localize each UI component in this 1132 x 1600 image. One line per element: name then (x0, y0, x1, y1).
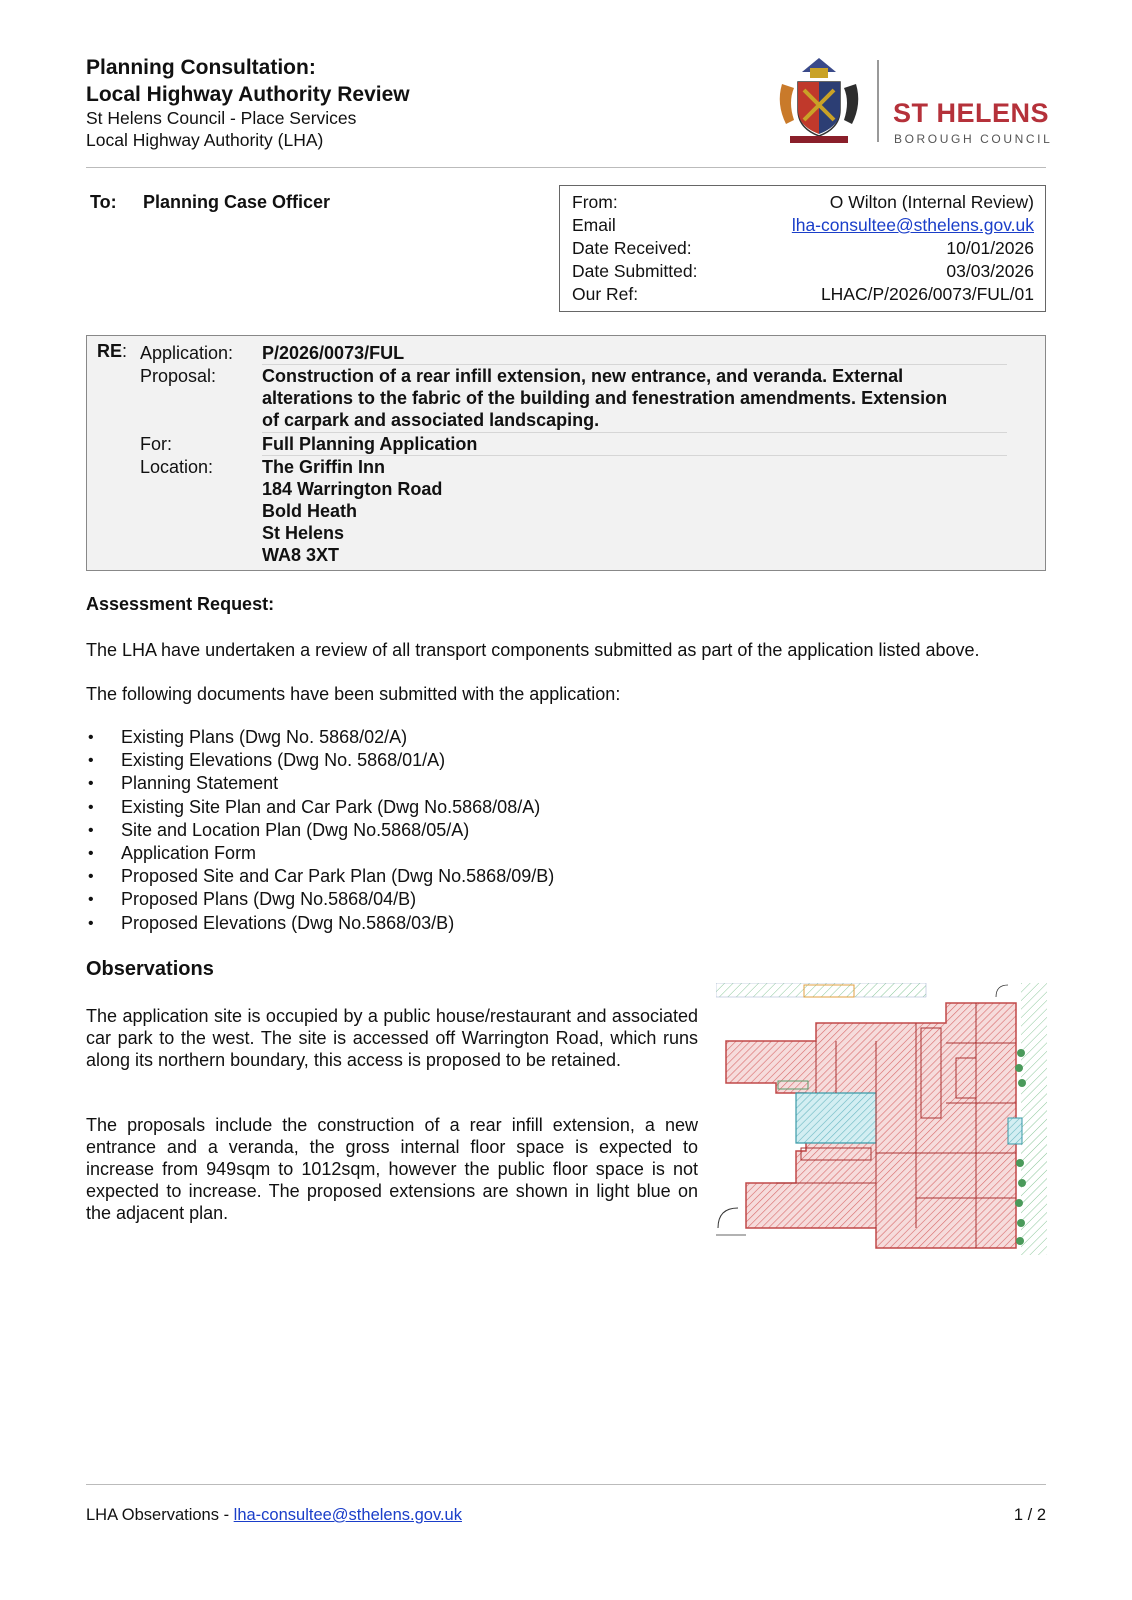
date-submitted-value: 03/03/2026 (946, 261, 1034, 281)
council-logo-subtext: BOROUGH COUNCIL (894, 132, 1053, 146)
footer-prefix: LHA Observations - (86, 1506, 234, 1524)
email-row (572, 214, 1034, 237)
floor-plan-image (716, 983, 1047, 1255)
proposal-line-3: of carpark and associated landscaping. (262, 410, 600, 430)
footer-email-link[interactable]: lha-consultee@sthelens.gov.uk (233, 1506, 462, 1524)
list-item: • Existing Plans (Dwg No. 5868/02/A) (86, 726, 554, 749)
proposal-key: Proposal: (140, 366, 217, 386)
our-ref-value: LHAC/P/2026/0073/FUL/01 (820, 284, 1034, 304)
date-received-row (572, 237, 1034, 260)
submitted-documents-list (86, 726, 554, 935)
assessment-paragraph-1: The LHA have undertaken a review of all transport components submitted as part of the application listed above. (86, 640, 980, 660)
subtitle-line-1: St Helens Council - Place Services (86, 108, 357, 128)
email-key: Email (572, 215, 616, 235)
email-link[interactable]: lha-consultee@sthelens.gov.uk (791, 215, 1034, 235)
to-value: Planning Case Officer (143, 192, 331, 212)
footer-divider (86, 1484, 1046, 1485)
location-line: St Helens (262, 523, 345, 543)
location-key: Location: (140, 457, 214, 477)
location-line: 184 Warrington Road (262, 479, 443, 499)
location-line: The Griffin Inn (262, 457, 385, 477)
document-title (86, 54, 410, 108)
re-label-text: RE (97, 341, 123, 361)
observations-heading: Observations (86, 958, 214, 980)
date-received-key: Date Received: (572, 238, 692, 258)
our-ref-key: Our Ref: (572, 284, 639, 304)
assessment-paragraph-2: The following documents have been submitted with the application: (86, 684, 621, 704)
council-logo-text: ST HELENS (893, 98, 1050, 128)
date-received-value: 10/01/2026 (946, 238, 1034, 258)
for-key: For: (140, 434, 173, 454)
from-row (572, 191, 1034, 214)
list-item: • Existing Elevations (Dwg No. 5868/01/A) (86, 749, 554, 772)
footer-left (86, 1506, 462, 1525)
for-value: Full Planning Application (262, 434, 478, 454)
application-value: P/2026/0073/FUL (262, 343, 405, 363)
title-line-1: Planning Consultation: (86, 56, 316, 79)
header-divider (86, 167, 1046, 168)
list-item: • Proposed Plans (Dwg No.5868/04/B) (86, 888, 554, 911)
from-value: O Wilton (Internal Review) (829, 192, 1034, 212)
list-item: • Application Form (86, 842, 554, 865)
page-number: 1 / 2 (1013, 1506, 1046, 1524)
date-submitted-row (572, 260, 1034, 283)
sender-details-box (559, 185, 1046, 312)
list-item: • Site and Location Plan (Dwg No.5868/05/A) (86, 819, 554, 842)
title-line-2: Local Highway Authority Review (86, 83, 410, 106)
logo-divider (877, 60, 879, 142)
application-details-box (86, 335, 1046, 571)
location-value (262, 456, 1007, 566)
list-item: • Existing Site Plan and Car Park (Dwg No.5868/08/A) (86, 796, 554, 819)
assessment-heading: Assessment Request: (86, 594, 275, 614)
location-line: WA8 3XT (262, 545, 340, 565)
council-crest-icon (772, 54, 866, 146)
to-label: To: (90, 192, 117, 212)
location-line: Bold Heath (262, 501, 358, 521)
list-item: • Proposed Site and Car Park Plan (Dwg No.5868/09/B) (86, 865, 554, 888)
date-submitted-key: Date Submitted: (572, 261, 698, 281)
re-label: RE: (97, 341, 128, 361)
list-item: • Planning Statement (86, 772, 554, 795)
application-key: Application: (140, 343, 234, 363)
list-item: • Proposed Elevations (Dwg No.5868/03/B) (86, 912, 554, 935)
proposal-line-2: alterations to the fabric of the building and fenestration amendments. Extension (262, 388, 948, 408)
observations-paragraph-1: The application site is occupied by a public house/restaurant and associated car park to the west. The site is accessed off Warrington Road, which runs along its northern boundary, this access is proposed to be retained. (86, 1006, 698, 1070)
subtitle-line-2: Local Highway Authority (LHA) (86, 130, 324, 150)
from-key: From: (572, 192, 618, 212)
observations-paragraph-2: The proposals include the construction of a rear infill extension, a new entrance and a veranda, the gross internal floor space is expected to increase from 949sqm to 1012sqm, however the public floor space is not expected to increase. The proposed extensions are shown in light blue on the adjacent plan. (86, 1115, 698, 1223)
proposal-line-1: Construction of a rear infill extension, new entrance, and veranda. External (262, 366, 904, 386)
document-subtitle (86, 107, 356, 151)
proposal-value (262, 365, 1007, 431)
our-ref-row (572, 283, 1034, 306)
